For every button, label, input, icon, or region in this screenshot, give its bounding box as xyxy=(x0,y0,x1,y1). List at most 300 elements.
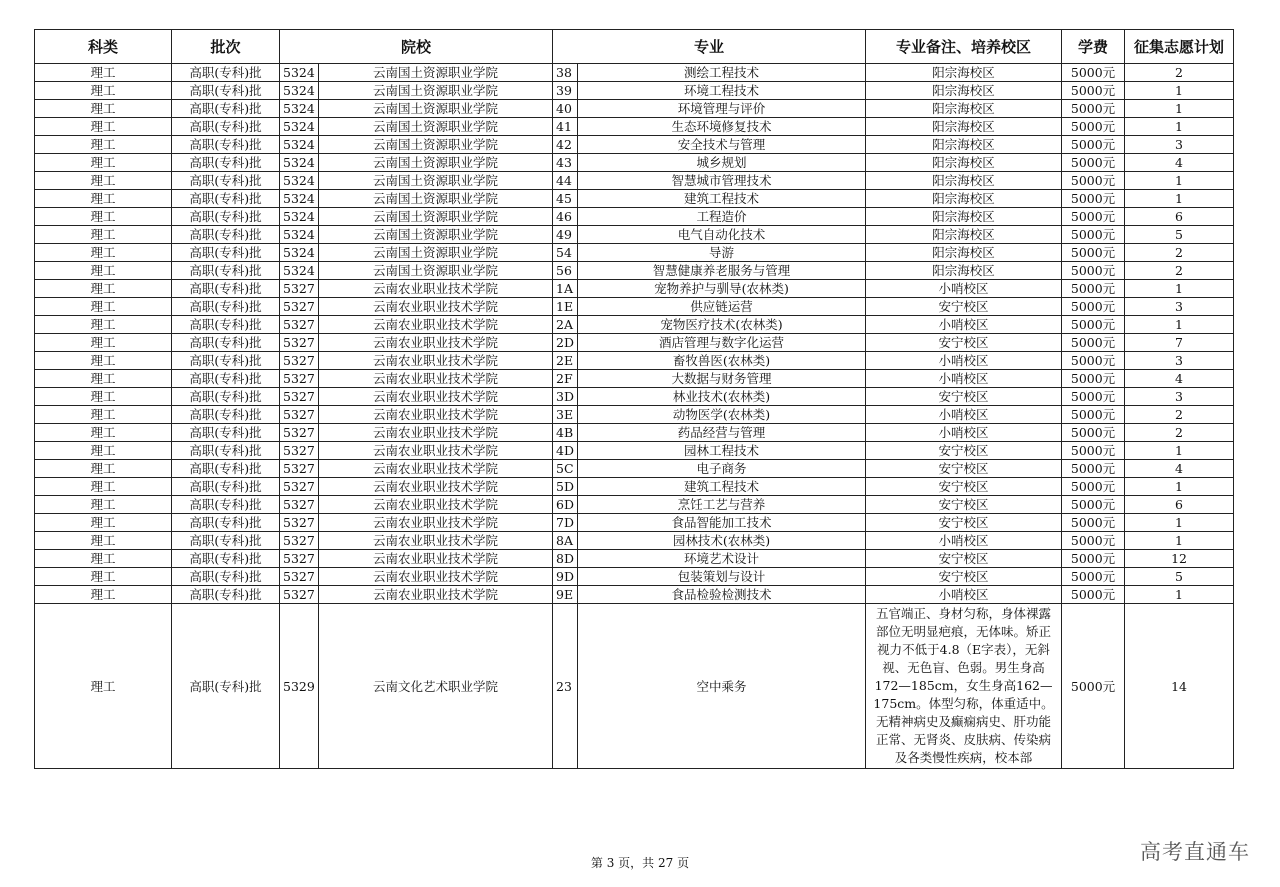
category-cell: 理工 xyxy=(35,316,172,334)
major-cell: 电子商务 xyxy=(578,460,866,478)
batch-cell: 高职(专科)批 xyxy=(172,208,280,226)
plan-cell: 1 xyxy=(1125,190,1234,208)
school-cell: 云南国土资源职业学院 xyxy=(319,64,553,82)
major-note-cell: 阳宗海校区 xyxy=(866,190,1062,208)
school-code-cell: 5327 xyxy=(280,370,319,388)
school-cell: 云南国土资源职业学院 xyxy=(319,118,553,136)
plan-cell: 1 xyxy=(1125,316,1234,334)
fee-cell: 5000元 xyxy=(1062,316,1125,334)
school-code-cell: 5327 xyxy=(280,388,319,406)
category-cell: 理工 xyxy=(35,604,172,769)
major-cell: 电气自动化技术 xyxy=(578,226,866,244)
batch-cell: 高职(专科)批 xyxy=(172,136,280,154)
fee-cell: 5000元 xyxy=(1062,82,1125,100)
header-fee: 学费 xyxy=(1062,30,1125,64)
major-code-cell: 49 xyxy=(553,226,578,244)
major-code-cell: 5D xyxy=(553,478,578,496)
school-cell: 云南农业职业技术学院 xyxy=(319,586,553,604)
school-cell: 云南农业职业技术学院 xyxy=(319,388,553,406)
category-cell: 理工 xyxy=(35,496,172,514)
table-row xyxy=(35,280,1234,298)
major-code-cell: 44 xyxy=(553,172,578,190)
header-plan: 征集志愿计划 xyxy=(1125,30,1234,64)
school-cell: 云南国土资源职业学院 xyxy=(319,190,553,208)
major-code-cell: 56 xyxy=(553,262,578,280)
table-row xyxy=(35,226,1234,244)
major-cell: 安全技术与管理 xyxy=(578,136,866,154)
category-cell: 理工 xyxy=(35,586,172,604)
fee-cell: 5000元 xyxy=(1062,244,1125,262)
school-cell: 云南农业职业技术学院 xyxy=(319,424,553,442)
school-cell: 云南农业职业技术学院 xyxy=(319,496,553,514)
major-note-cell: 安宁校区 xyxy=(866,478,1062,496)
table-row xyxy=(35,568,1234,586)
major-note-cell: 五官端正、身材匀称，身体裸露部位无明显疤痕，无体味。矫正视力不低于4.8（E字表），无斜视、无色盲、色弱。男生身高172—185cm，女生身高162—175cm。体型匀称，体重适中。无精神病史及癫痫病史、肝功能正常、无肾炎、皮肤病、传染病及各类慢性疾病，校本部 xyxy=(866,604,1062,769)
fee-cell: 5000元 xyxy=(1062,424,1125,442)
major-code-cell: 4D xyxy=(553,442,578,460)
table-row xyxy=(35,550,1234,568)
plan-cell: 5 xyxy=(1125,568,1234,586)
fee-cell: 5000元 xyxy=(1062,514,1125,532)
major-note-cell: 阳宗海校区 xyxy=(866,82,1062,100)
table-row xyxy=(35,478,1234,496)
table-row xyxy=(35,496,1234,514)
batch-cell: 高职(专科)批 xyxy=(172,244,280,262)
plan-cell: 1 xyxy=(1125,100,1234,118)
category-cell: 理工 xyxy=(35,424,172,442)
table-row xyxy=(35,118,1234,136)
plan-cell: 1 xyxy=(1125,118,1234,136)
school-cell: 云南国土资源职业学院 xyxy=(319,262,553,280)
major-cell: 食品智能加工技术 xyxy=(578,514,866,532)
table-row xyxy=(35,262,1234,280)
school-cell: 云南国土资源职业学院 xyxy=(319,208,553,226)
fee-cell: 5000元 xyxy=(1062,154,1125,172)
plan-cell: 3 xyxy=(1125,352,1234,370)
major-note-cell: 小哨校区 xyxy=(866,352,1062,370)
plan-cell: 7 xyxy=(1125,334,1234,352)
category-cell: 理工 xyxy=(35,244,172,262)
school-cell: 云南农业职业技术学院 xyxy=(319,460,553,478)
plan-cell: 1 xyxy=(1125,172,1234,190)
batch-cell: 高职(专科)批 xyxy=(172,406,280,424)
fee-cell: 5000元 xyxy=(1062,298,1125,316)
table-header-row xyxy=(35,30,1234,64)
school-code-cell: 5327 xyxy=(280,532,319,550)
fee-cell: 5000元 xyxy=(1062,100,1125,118)
school-code-cell: 5324 xyxy=(280,100,319,118)
header-major-note: 专业备注、培养校区 xyxy=(866,30,1062,64)
plan-cell: 2 xyxy=(1125,244,1234,262)
fee-cell: 5000元 xyxy=(1062,262,1125,280)
major-cell: 智慧健康养老服务与管理 xyxy=(578,262,866,280)
school-cell: 云南国土资源职业学院 xyxy=(319,244,553,262)
school-code-cell: 5324 xyxy=(280,82,319,100)
header-category: 科类 xyxy=(35,30,172,64)
batch-cell: 高职(专科)批 xyxy=(172,514,280,532)
table-row xyxy=(35,442,1234,460)
table-row xyxy=(35,424,1234,442)
table-row xyxy=(35,406,1234,424)
table-row xyxy=(35,370,1234,388)
category-cell: 理工 xyxy=(35,136,172,154)
plan-cell: 4 xyxy=(1125,460,1234,478)
major-note-cell: 安宁校区 xyxy=(866,298,1062,316)
fee-cell: 5000元 xyxy=(1062,478,1125,496)
major-note-cell: 小哨校区 xyxy=(866,280,1062,298)
major-cell: 测绘工程技术 xyxy=(578,64,866,82)
batch-cell: 高职(专科)批 xyxy=(172,334,280,352)
batch-cell: 高职(专科)批 xyxy=(172,586,280,604)
school-code-cell: 5327 xyxy=(280,316,319,334)
header-school: 院校 xyxy=(280,30,553,64)
category-cell: 理工 xyxy=(35,298,172,316)
major-note-cell: 安宁校区 xyxy=(866,514,1062,532)
fee-cell: 5000元 xyxy=(1062,406,1125,424)
major-cell: 工程造价 xyxy=(578,208,866,226)
major-cell: 动物医学(农林类) xyxy=(578,406,866,424)
major-code-cell: 2D xyxy=(553,334,578,352)
school-code-cell: 5327 xyxy=(280,298,319,316)
plan-cell: 1 xyxy=(1125,280,1234,298)
school-cell: 云南国土资源职业学院 xyxy=(319,100,553,118)
major-code-cell: 1A xyxy=(553,280,578,298)
category-cell: 理工 xyxy=(35,514,172,532)
major-cell: 环境艺术设计 xyxy=(578,550,866,568)
major-code-cell: 42 xyxy=(553,136,578,154)
batch-cell: 高职(专科)批 xyxy=(172,262,280,280)
major-cell: 畜牧兽医(农林类) xyxy=(578,352,866,370)
table-row xyxy=(35,532,1234,550)
major-note-cell: 安宁校区 xyxy=(866,388,1062,406)
table-row xyxy=(35,82,1234,100)
batch-cell: 高职(专科)批 xyxy=(172,352,280,370)
category-cell: 理工 xyxy=(35,100,172,118)
table-row xyxy=(35,136,1234,154)
major-code-cell: 9D xyxy=(553,568,578,586)
batch-cell: 高职(专科)批 xyxy=(172,118,280,136)
school-cell: 云南国土资源职业学院 xyxy=(319,172,553,190)
fee-cell: 5000元 xyxy=(1062,442,1125,460)
batch-cell: 高职(专科)批 xyxy=(172,190,280,208)
fee-cell: 5000元 xyxy=(1062,172,1125,190)
major-cell: 包装策划与设计 xyxy=(578,568,866,586)
batch-cell: 高职(专科)批 xyxy=(172,442,280,460)
plan-cell: 4 xyxy=(1125,154,1234,172)
plan-cell: 3 xyxy=(1125,136,1234,154)
batch-cell: 高职(专科)批 xyxy=(172,604,280,769)
major-cell: 建筑工程技术 xyxy=(578,190,866,208)
fee-cell: 5000元 xyxy=(1062,64,1125,82)
fee-cell: 5000元 xyxy=(1062,352,1125,370)
major-note-cell: 小哨校区 xyxy=(866,370,1062,388)
major-code-cell: 45 xyxy=(553,190,578,208)
plan-cell: 1 xyxy=(1125,514,1234,532)
fee-cell: 5000元 xyxy=(1062,190,1125,208)
batch-cell: 高职(专科)批 xyxy=(172,280,280,298)
school-cell: 云南农业职业技术学院 xyxy=(319,532,553,550)
table-row xyxy=(35,100,1234,118)
school-cell: 云南农业职业技术学院 xyxy=(319,550,553,568)
major-code-cell: 9E xyxy=(553,586,578,604)
major-code-cell: 39 xyxy=(553,82,578,100)
table-row xyxy=(35,352,1234,370)
plan-cell: 6 xyxy=(1125,496,1234,514)
school-code-cell: 5324 xyxy=(280,226,319,244)
major-code-cell: 43 xyxy=(553,154,578,172)
header-batch: 批次 xyxy=(172,30,280,64)
category-cell: 理工 xyxy=(35,82,172,100)
school-cell: 云南国土资源职业学院 xyxy=(319,226,553,244)
school-code-cell: 5327 xyxy=(280,550,319,568)
table-row xyxy=(35,172,1234,190)
school-cell: 云南农业职业技术学院 xyxy=(319,280,553,298)
plan-cell: 2 xyxy=(1125,262,1234,280)
category-cell: 理工 xyxy=(35,118,172,136)
major-note-cell: 安宁校区 xyxy=(866,550,1062,568)
school-cell: 云南农业职业技术学院 xyxy=(319,442,553,460)
plan-cell: 1 xyxy=(1125,586,1234,604)
major-code-cell: 3D xyxy=(553,388,578,406)
fee-cell: 5000元 xyxy=(1062,226,1125,244)
fee-cell: 5000元 xyxy=(1062,136,1125,154)
category-cell: 理工 xyxy=(35,478,172,496)
school-code-cell: 5327 xyxy=(280,424,319,442)
category-cell: 理工 xyxy=(35,352,172,370)
category-cell: 理工 xyxy=(35,550,172,568)
table-row xyxy=(35,334,1234,352)
batch-cell: 高职(专科)批 xyxy=(172,568,280,586)
school-cell: 云南农业职业技术学院 xyxy=(319,406,553,424)
school-code-cell: 5327 xyxy=(280,586,319,604)
batch-cell: 高职(专科)批 xyxy=(172,172,280,190)
major-code-cell: 54 xyxy=(553,244,578,262)
school-code-cell: 5327 xyxy=(280,496,319,514)
table-row xyxy=(35,388,1234,406)
page-footer: 第 3 页，共 27 页 xyxy=(590,856,690,870)
school-cell: 云南农业职业技术学院 xyxy=(319,298,553,316)
major-cell: 环境管理与评价 xyxy=(578,100,866,118)
category-cell: 理工 xyxy=(35,334,172,352)
plan-cell: 3 xyxy=(1125,388,1234,406)
major-code-cell: 2E xyxy=(553,352,578,370)
major-cell: 宠物医疗技术(农林类) xyxy=(578,316,866,334)
plan-cell: 4 xyxy=(1125,370,1234,388)
school-cell: 云南农业职业技术学院 xyxy=(319,334,553,352)
plan-cell: 2 xyxy=(1125,64,1234,82)
watermark: 高考直通车 xyxy=(1140,840,1250,864)
fee-cell: 5000元 xyxy=(1062,118,1125,136)
school-code-cell: 5327 xyxy=(280,334,319,352)
category-cell: 理工 xyxy=(35,280,172,298)
major-cell: 导游 xyxy=(578,244,866,262)
category-cell: 理工 xyxy=(35,172,172,190)
major-note-cell: 阳宗海校区 xyxy=(866,64,1062,82)
fee-cell: 5000元 xyxy=(1062,280,1125,298)
school-code-cell: 5324 xyxy=(280,208,319,226)
major-cell: 智慧城市管理技术 xyxy=(578,172,866,190)
table-row xyxy=(35,190,1234,208)
fee-cell: 5000元 xyxy=(1062,334,1125,352)
fee-cell: 5000元 xyxy=(1062,388,1125,406)
school-code-cell: 5324 xyxy=(280,172,319,190)
major-code-cell: 8D xyxy=(553,550,578,568)
school-code-cell: 5324 xyxy=(280,244,319,262)
major-note-cell: 小哨校区 xyxy=(866,316,1062,334)
major-note-cell: 阳宗海校区 xyxy=(866,172,1062,190)
major-note-cell: 阳宗海校区 xyxy=(866,118,1062,136)
major-note-cell: 安宁校区 xyxy=(866,460,1062,478)
fee-cell: 5000元 xyxy=(1062,604,1125,769)
school-code-cell: 5324 xyxy=(280,136,319,154)
table-row xyxy=(35,154,1234,172)
school-cell: 云南农业职业技术学院 xyxy=(319,370,553,388)
school-cell: 云南国土资源职业学院 xyxy=(319,154,553,172)
batch-cell: 高职(专科)批 xyxy=(172,370,280,388)
batch-cell: 高职(专科)批 xyxy=(172,154,280,172)
major-code-cell: 23 xyxy=(553,604,578,769)
school-code-cell: 5327 xyxy=(280,442,319,460)
table-row xyxy=(35,604,1234,769)
major-cell: 城乡规划 xyxy=(578,154,866,172)
major-note-cell: 阳宗海校区 xyxy=(866,226,1062,244)
batch-cell: 高职(专科)批 xyxy=(172,478,280,496)
category-cell: 理工 xyxy=(35,64,172,82)
major-cell: 酒店管理与数字化运营 xyxy=(578,334,866,352)
batch-cell: 高职(专科)批 xyxy=(172,460,280,478)
school-code-cell: 5324 xyxy=(280,64,319,82)
school-code-cell: 5324 xyxy=(280,262,319,280)
plan-cell: 1 xyxy=(1125,532,1234,550)
major-code-cell: 2A xyxy=(553,316,578,334)
plan-cell: 14 xyxy=(1125,604,1234,769)
major-code-cell: 46 xyxy=(553,208,578,226)
major-cell: 园林技术(农林类) xyxy=(578,532,866,550)
school-cell: 云南农业职业技术学院 xyxy=(319,352,553,370)
plan-cell: 5 xyxy=(1125,226,1234,244)
category-cell: 理工 xyxy=(35,262,172,280)
school-code-cell: 5327 xyxy=(280,478,319,496)
major-code-cell: 41 xyxy=(553,118,578,136)
major-note-cell: 阳宗海校区 xyxy=(866,100,1062,118)
school-cell: 云南国土资源职业学院 xyxy=(319,136,553,154)
batch-cell: 高职(专科)批 xyxy=(172,496,280,514)
major-code-cell: 6D xyxy=(553,496,578,514)
fee-cell: 5000元 xyxy=(1062,568,1125,586)
batch-cell: 高职(专科)批 xyxy=(172,532,280,550)
plan-cell: 3 xyxy=(1125,298,1234,316)
major-note-cell: 小哨校区 xyxy=(866,406,1062,424)
school-code-cell: 5327 xyxy=(280,568,319,586)
major-code-cell: 4B xyxy=(553,424,578,442)
major-cell: 烹饪工艺与营养 xyxy=(578,496,866,514)
batch-cell: 高职(专科)批 xyxy=(172,64,280,82)
batch-cell: 高职(专科)批 xyxy=(172,82,280,100)
school-code-cell: 5327 xyxy=(280,514,319,532)
table-row xyxy=(35,316,1234,334)
major-cell: 建筑工程技术 xyxy=(578,478,866,496)
plan-cell: 1 xyxy=(1125,82,1234,100)
batch-cell: 高职(专科)批 xyxy=(172,100,280,118)
major-cell: 供应链运营 xyxy=(578,298,866,316)
major-cell: 园林工程技术 xyxy=(578,442,866,460)
category-cell: 理工 xyxy=(35,154,172,172)
table-body xyxy=(35,64,1234,769)
major-cell: 林业技术(农林类) xyxy=(578,388,866,406)
school-cell: 云南农业职业技术学院 xyxy=(319,568,553,586)
plan-cell: 6 xyxy=(1125,208,1234,226)
table-row xyxy=(35,460,1234,478)
school-code-cell: 5327 xyxy=(280,280,319,298)
plan-cell: 1 xyxy=(1125,478,1234,496)
table-row xyxy=(35,64,1234,82)
header-major: 专业 xyxy=(553,30,866,64)
major-cell: 药品经营与管理 xyxy=(578,424,866,442)
school-code-cell: 5324 xyxy=(280,190,319,208)
school-cell: 云南国土资源职业学院 xyxy=(319,82,553,100)
major-code-cell: 2F xyxy=(553,370,578,388)
school-code-cell: 5327 xyxy=(280,460,319,478)
category-cell: 理工 xyxy=(35,370,172,388)
major-note-cell: 阳宗海校区 xyxy=(866,208,1062,226)
batch-cell: 高职(专科)批 xyxy=(172,226,280,244)
school-code-cell: 5327 xyxy=(280,406,319,424)
category-cell: 理工 xyxy=(35,442,172,460)
batch-cell: 高职(专科)批 xyxy=(172,388,280,406)
major-note-cell: 安宁校区 xyxy=(866,334,1062,352)
table-row xyxy=(35,298,1234,316)
plan-cell: 2 xyxy=(1125,424,1234,442)
category-cell: 理工 xyxy=(35,208,172,226)
major-note-cell: 安宁校区 xyxy=(866,568,1062,586)
table-row xyxy=(35,244,1234,262)
school-cell: 云南农业职业技术学院 xyxy=(319,316,553,334)
category-cell: 理工 xyxy=(35,226,172,244)
major-cell: 生态环境修复技术 xyxy=(578,118,866,136)
fee-cell: 5000元 xyxy=(1062,532,1125,550)
school-code-cell: 5324 xyxy=(280,118,319,136)
school-cell: 云南农业职业技术学院 xyxy=(319,478,553,496)
major-cell: 宠物养护与驯导(农林类) xyxy=(578,280,866,298)
plan-cell: 1 xyxy=(1125,442,1234,460)
fee-cell: 5000元 xyxy=(1062,496,1125,514)
major-note-cell: 安宁校区 xyxy=(866,442,1062,460)
school-cell: 云南文化艺术职业学院 xyxy=(319,604,553,769)
plan-cell: 2 xyxy=(1125,406,1234,424)
major-note-cell: 小哨校区 xyxy=(866,532,1062,550)
batch-cell: 高职(专科)批 xyxy=(172,298,280,316)
category-cell: 理工 xyxy=(35,532,172,550)
major-code-cell: 5C xyxy=(553,460,578,478)
fee-cell: 5000元 xyxy=(1062,460,1125,478)
major-cell: 环境工程技术 xyxy=(578,82,866,100)
major-note-cell: 阳宗海校区 xyxy=(866,154,1062,172)
fee-cell: 5000元 xyxy=(1062,586,1125,604)
plan-cell: 12 xyxy=(1125,550,1234,568)
major-cell: 空中乘务 xyxy=(578,604,866,769)
fee-cell: 5000元 xyxy=(1062,370,1125,388)
major-code-cell: 3E xyxy=(553,406,578,424)
table-row xyxy=(35,586,1234,604)
major-cell: 大数据与财务管理 xyxy=(578,370,866,388)
enrollment-plan-table xyxy=(34,29,1234,769)
major-code-cell: 40 xyxy=(553,100,578,118)
category-cell: 理工 xyxy=(35,406,172,424)
table-row xyxy=(35,514,1234,532)
category-cell: 理工 xyxy=(35,568,172,586)
school-cell: 云南农业职业技术学院 xyxy=(319,514,553,532)
major-cell: 食品检验检测技术 xyxy=(578,586,866,604)
